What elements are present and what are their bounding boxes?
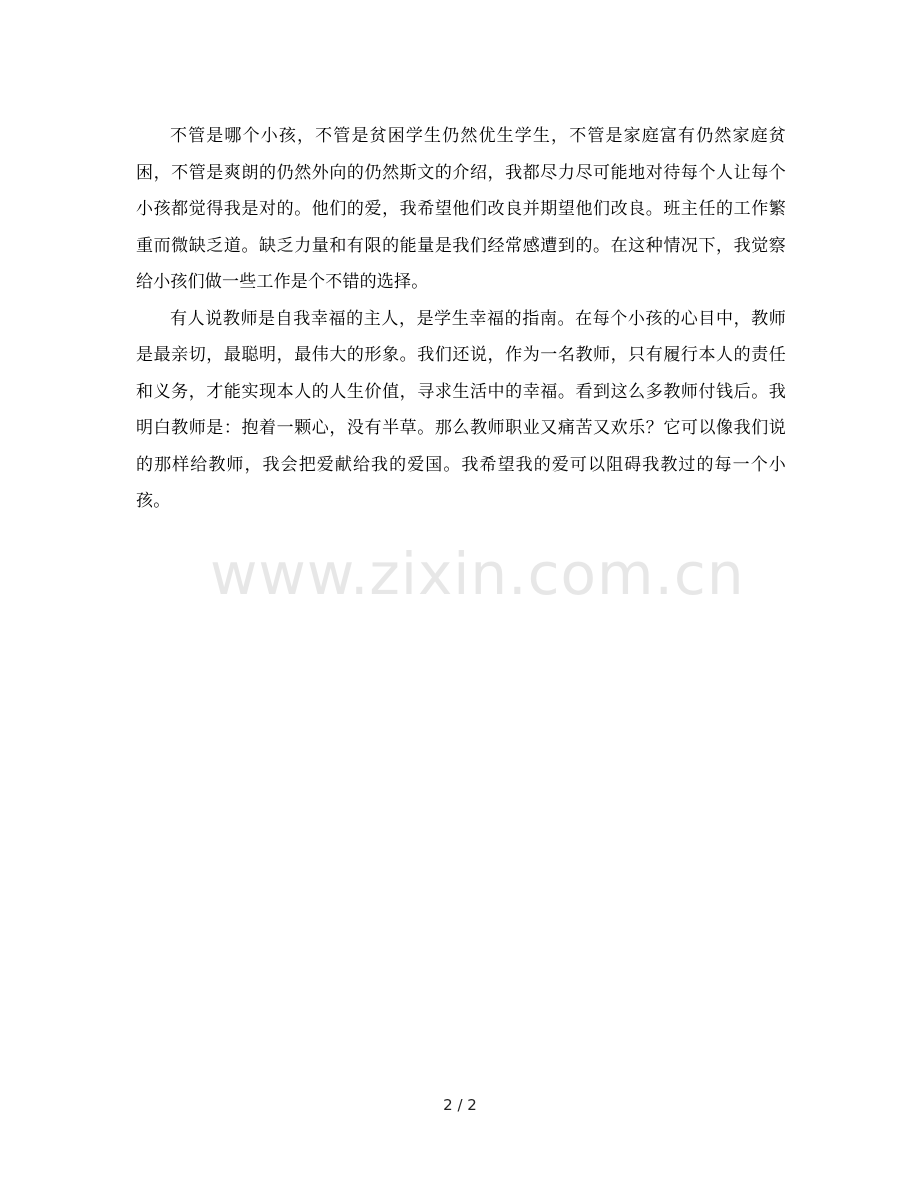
page-number: 2 / 2 bbox=[443, 1096, 477, 1114]
document-body bbox=[136, 118, 786, 520]
paragraph-1: 不管是哪个小孩，不管是贫困学生仍然优生学生，不管是家庭富有仍然家庭贫困，不管是爽朗的仍然外向的仍然斯文的介绍，我都尽力尽可能地对待每个人让每个小孩都觉得我是对的。他们的爱，我希望他们改良并期望他们改良。班主任的工作繁重而微缺乏道。缺乏力量和有限的能量是我们经常感遭到的。在这种情况下，我觉察给小孩们做一些工作是个不错的选择。 bbox=[136, 126, 786, 292]
paragraph-2: 有人说教师是自我幸福的主人，是学生幸福的指南。在每个小孩的心目中，教师是最亲切，最聪明，最伟大的形象。我们还说，作为一名教师，只有履行本人的责任和义务，才能实现本人的人生价值，寻求生活中的幸福。看到这么多教师付钱后。我明白教师是：抱着一颗心，没有半草。那么教师职业又痛苦又欢乐？它可以像我们说的那样给教师，我会把爱献给我的爱国。我希望我的爱可以阻碍我教过的每一个小孩。 bbox=[136, 308, 786, 511]
watermark: www.zixin.com.cn bbox=[210, 540, 745, 608]
